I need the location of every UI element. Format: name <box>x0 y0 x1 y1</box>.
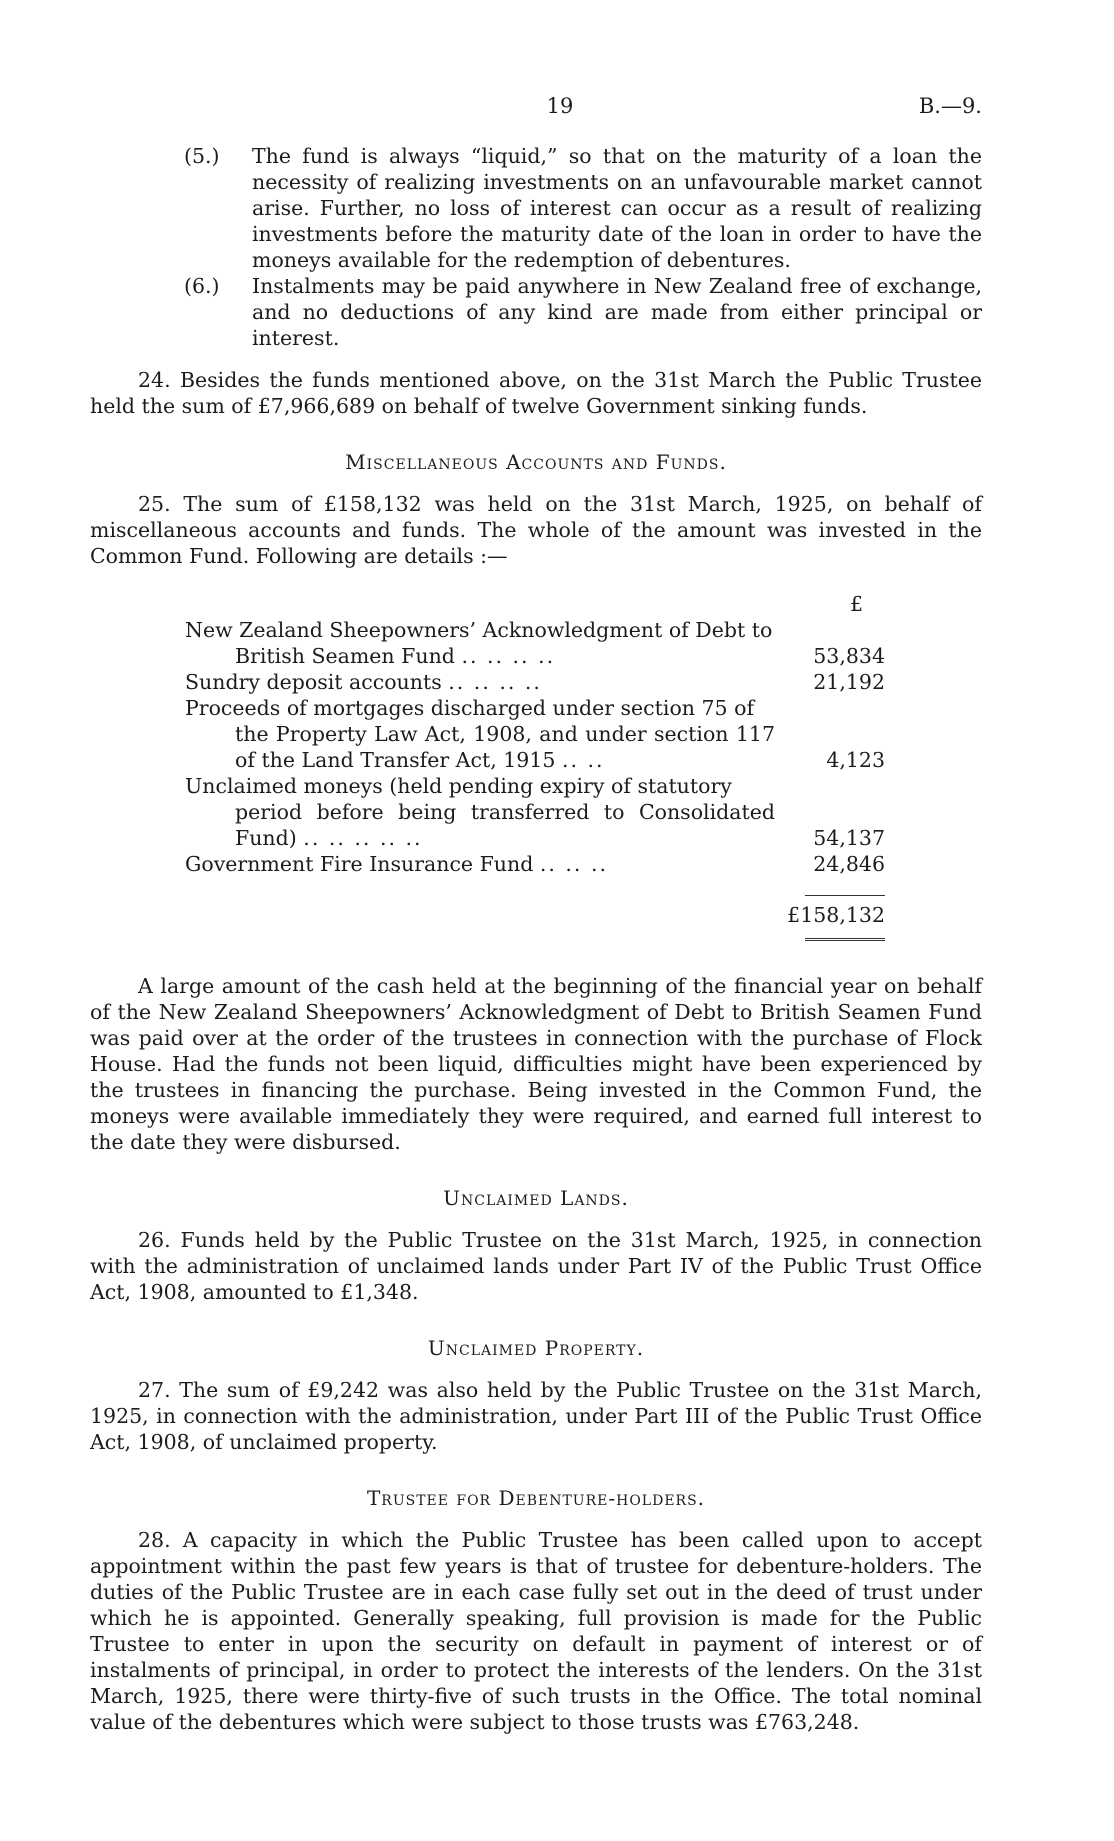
row-amount: 24,846 <box>813 852 885 876</box>
label-line <box>185 825 775 851</box>
paragraph-flock-house: A large amount of the cash held at the beginning of the financial year on behalf of the New Zealand Sheepowners’ Acknowledgment of Debt to British Seamen Fund was paid over at the order of the trustees in connection with the purchase of Flock House. Had the funds not been liquid, difficulties might have been experienced by the trustees in financing the purchase. Being invested in the Common Fund, the moneys were available immediately they were required, and earned full interest to the date they were disbursed. <box>90 974 982 1154</box>
list-item-text: Instalments may be paid anywhere in New Zealand free of exchange, and no deductions of any kind are made from either principal or interest. <box>252 274 982 350</box>
list-item-text: The fund is always “liquid,” so that on the maturity of a loan the necessity of realizing investments on an unfavourable market cannot arise. Further, no loss of interest can occur as a result of realizing investments before the maturity date of the loan in order to have the moneys available for the redemption of debentures. <box>252 144 982 272</box>
label-line-text: of the Land Transfer Act, 1915 <box>235 748 556 772</box>
row-label <box>185 617 775 669</box>
table-row <box>185 617 978 669</box>
list-item <box>90 273 982 351</box>
total-amount: £158,132 <box>787 903 885 927</box>
label-line-text: Fund) <box>235 826 297 850</box>
dot-leader: .. .. .. .. .. <box>303 826 423 850</box>
currency-header-row <box>185 591 978 617</box>
label-line: New Zealand Sheepowners’ Acknowledgment of Debt to <box>185 618 773 642</box>
page-header <box>0 93 1114 123</box>
label-line-text: Sundry deposit accounts <box>185 670 442 694</box>
total-double-rule <box>805 938 885 943</box>
row-label <box>185 669 775 695</box>
row-amount: 54,137 <box>813 826 885 850</box>
paragraph-25: 25. The sum of £158,132 was held on the 31st March, 1925, on behalf of miscellaneous accounts and funds. The whole of the amount was invested in the Common Fund. Following are details :— <box>90 492 982 568</box>
row-label <box>185 851 775 877</box>
label-line: the Property Law Act, 1908, and under section 117 <box>235 722 775 746</box>
document-reference: B.—9. <box>918 94 982 118</box>
dot-leader: .. .. .. .. <box>448 670 542 694</box>
label-line <box>185 643 775 669</box>
dot-leader: .. .. <box>561 748 605 772</box>
section-heading-unclaimed-lands: Unclaimed Lands. <box>443 1186 629 1210</box>
list-item-number: (5.) <box>184 144 220 168</box>
row-amount: 4,123 <box>826 748 885 772</box>
total-row <box>185 902 978 928</box>
label-line <box>185 747 775 773</box>
label-line: Proceeds of mortgages discharged under section 75 of <box>185 696 755 720</box>
list-item-number: (6.) <box>184 274 220 298</box>
funds-table <box>185 591 978 943</box>
section-heading-trustee-debenture: Trustee for Debenture-holders. <box>366 1486 706 1510</box>
label-line: Unclaimed moneys (held pending expiry of statutory <box>185 774 732 798</box>
table-row <box>185 695 978 773</box>
label-line <box>185 669 775 695</box>
dot-leader: .. .. .. <box>539 852 608 876</box>
section-heading-misc: Miscellaneous Accounts and Funds. <box>345 450 727 474</box>
paragraph-27: 27. The sum of £9,242 was also held by the Public Trustee on the 31st March, 1925, in connection with the administration, under Part III of the Public Trust Office Act, 1908, of unclaimed property. <box>90 1378 982 1454</box>
label-line: period before being transferred to Consolidated <box>235 800 775 824</box>
row-label <box>185 695 775 773</box>
label-line-text: British Seamen Fund <box>235 644 455 668</box>
page-body <box>90 143 982 1735</box>
label-line <box>185 851 775 877</box>
row-label <box>185 773 775 851</box>
row-amount: 21,192 <box>813 670 885 694</box>
total-rule <box>805 895 885 896</box>
table-row <box>185 669 978 695</box>
dot-leader: .. .. .. .. <box>461 644 556 668</box>
page-number: 19 <box>546 94 574 118</box>
paragraph-24: 24. Besides the funds mentioned above, on the 31st March the Public Trustee held the sum of £7,966,689 on behalf of twelve Government sinking funds. <box>90 368 982 418</box>
paragraph-26: 26. Funds held by the Public Trustee on the 31st March, 1925, in connection with the administration of unclaimed lands under Part IV of the Public Trust Office Act, 1908, amounted to £1,348. <box>90 1228 982 1304</box>
table-row <box>185 851 978 877</box>
row-amount: 53,834 <box>813 644 885 668</box>
table-row <box>185 773 978 851</box>
label-line-text: Government Fire Insurance Fund <box>185 852 534 876</box>
list-item <box>90 143 982 273</box>
currency-symbol: £ <box>849 592 863 616</box>
paragraph-28: 28. A capacity in which the Public Trustee has been called upon to accept appointment within the past few years is that of trustee for debenture-holders. The duties of the Public Trustee are in each case fully set out in the deed of trust under which he is appointed. Generally speaking, full provision is made for the Public Trustee to enter in upon the security on default in payment of interest or of instalments of principal, in order to protect the interests of the lenders. On the 31st March, 1925, there were thirty-five of such trusts in the Office. The total nominal value of the debentures which were subject to those trusts was £763,248. <box>90 1528 982 1734</box>
section-heading-unclaimed-property: Unclaimed Property. <box>427 1336 645 1360</box>
